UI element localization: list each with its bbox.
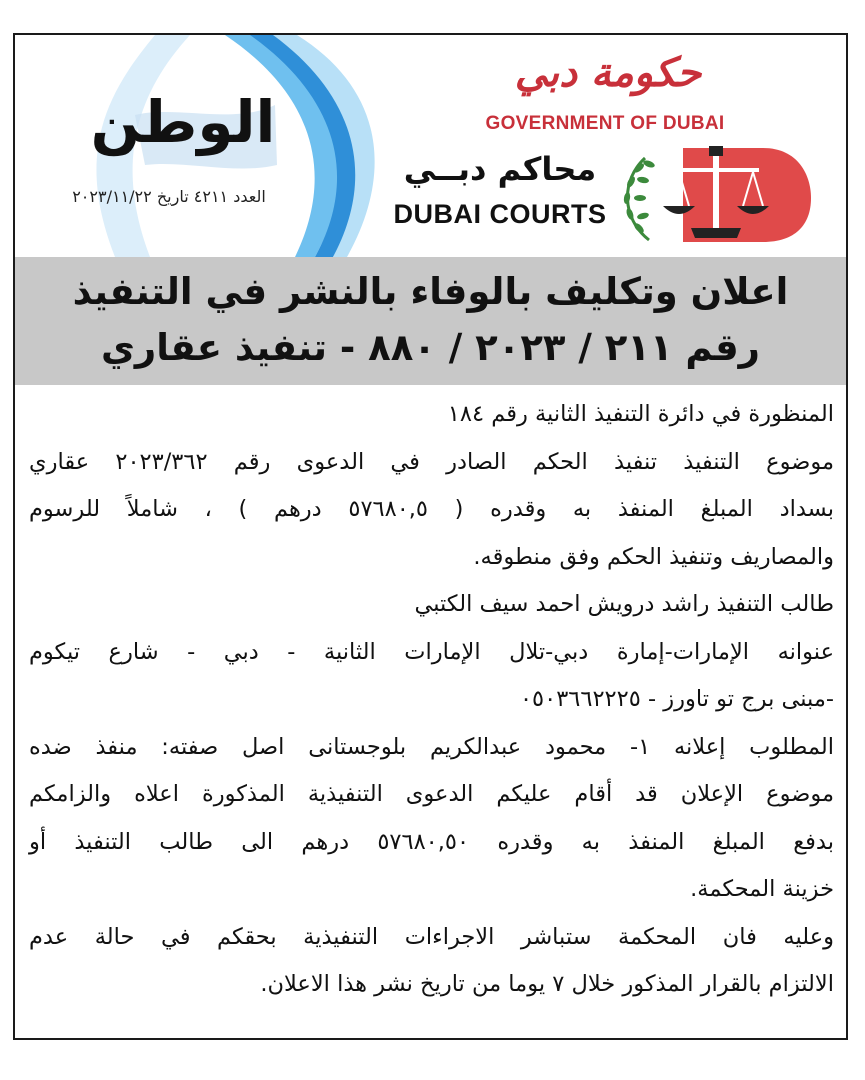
body-line: بسداد المبلغ المنفذ به وقدره ( ٥٧٦٨٠,٥ درهم ) ، شاملاً للرسوم — [29, 496, 834, 522]
body-line: المنظورة في دائرة التنفيذ الثانية رقم ١٨٤ — [447, 401, 834, 427]
newspaper-name: الوطن — [90, 88, 276, 156]
body-line: عنوانه الإمارات-إمارة دبي-تلال الإمارات الثانية - دبي - شارع تيكوم — [29, 638, 834, 665]
body-line: طالب التنفيذ راشد درويش احمد سيف الكتبي — [414, 591, 834, 617]
body-line: -مبنى برج تو تاورز - ٠٥٠٣٦٦٢٢٢٥ — [519, 686, 834, 712]
body-line: والمصاريف وتنفيذ الحكم وفق منطوقه. — [473, 543, 834, 570]
case-number-title: رقم ٢١١ / ٢٠٢٣ / ٨٨٠ - تنفيذ عقاري — [101, 326, 760, 369]
body-line: خزينة المحكمة. — [690, 876, 834, 902]
notice-body — [29, 391, 834, 1009]
body-line: المطلوب إعلانه ١- محمود عبدالكريم بلوجستانى اصل صفته: منفذ ضده — [29, 733, 834, 760]
scales-of-justice-emblem — [613, 140, 813, 250]
title-band — [15, 257, 846, 385]
dubai-courts-arabic: محاكم دبــي — [403, 150, 597, 188]
dubai-courts-english: DUBAI COURTS — [393, 199, 607, 229]
notice-header — [15, 35, 846, 257]
body-line: الالتزام بالقرار المذكور خلال ٧ يوما من تاريخ نشر هذا الاعلان. — [260, 971, 834, 997]
body-line: موضوع الإعلان قد أقام عليكم الدعوى التنفيذية المذكورة اعلاه والزامكم — [29, 781, 834, 807]
body-line: وعليه فان المحكمة ستباشر الاجراءات التنفيذية بحقكم في حالة عدم — [29, 923, 834, 950]
notice-frame — [13, 33, 848, 1040]
government-logo-english: GOVERNMENT OF DUBAI — [485, 113, 725, 134]
body-line: موضوع التنفيذ تنفيذ الحكم الصادر في الدعوى رقم ٢٠٢٣/٣٦٢ عقاري — [29, 448, 834, 475]
issue-info: العدد ٤٢١١ تاريخ ٢٠٢٣/١١/٢٢ — [72, 187, 266, 206]
notice-title: اعلان وتكليف بالوفاء بالنشر في التنفيذ — [72, 270, 789, 313]
government-logo-arabic: حكومة دبي — [514, 49, 702, 96]
body-line: بدفع المبلغ المنفذ به وقدره ٥٧٦٨٠,٥٠ درهم الى طالب التنفيذ أو — [29, 828, 834, 855]
